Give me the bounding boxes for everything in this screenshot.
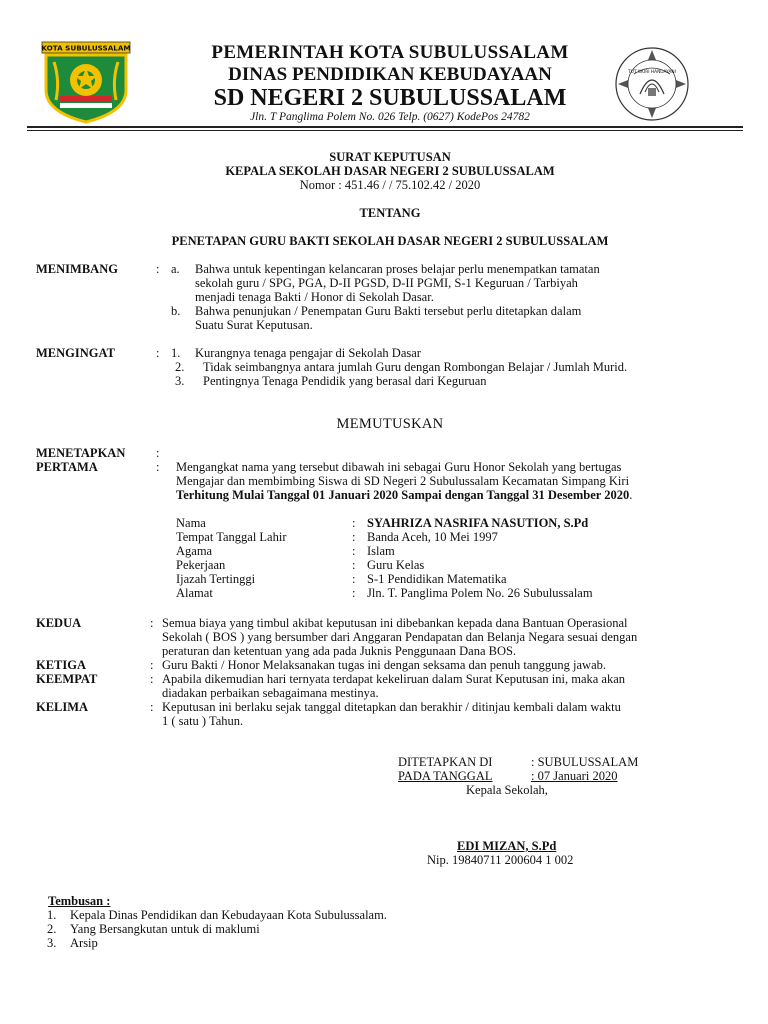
keempat-line: diadakan perbaikan sebagaimana mestinya.	[162, 686, 379, 700]
pertama-period-text: Terhitung Mulai Tanggal 01 Januari 2020 Sampai dengan Tanggal 31 Desember 2020	[176, 488, 630, 502]
identity-value: Banda Aceh, 10 Mei 1997	[367, 530, 498, 544]
memutuskan-heading: MEMUTUSKAN	[336, 416, 444, 432]
identity-value: Islam	[367, 544, 395, 558]
header-government-line: PEMERINTAH KOTA SUBULUSSALAM	[211, 42, 569, 63]
header-agency-line: DINAS PENDIDIKAN KEBUDAYAAN	[228, 64, 552, 85]
header-address: Jln. T Panglima Polem No. 026 Telp. (0627) KodePos 24782	[250, 111, 530, 123]
kelima-line: Keputusan ini berlaku sejak tanggal ditetapkan dan berakhir / ditinjau kembali dalam waktu	[162, 700, 621, 714]
signature-place-label: DITETAPKAN DI	[398, 755, 493, 769]
mengingat-item-text: Kurangnya tenaga pengajar di Sekolah Dasar	[195, 346, 421, 360]
menimbang-a-line: sekolah guru / SPG, PGA, D-II PGSD, D-II PGMI, S-1 Keguruan / Tarbiyah	[195, 276, 578, 290]
tembusan-item: Arsip	[70, 936, 98, 950]
identity-value: Guru Kelas	[367, 558, 425, 572]
pertama-period-line	[176, 488, 632, 503]
identity-separator: :	[352, 530, 356, 544]
mengingat-item-number: 2.	[175, 360, 185, 374]
kedua-line: Semua biaya yang timbul akibat keputusan ini dibebankan kepada dana Bantuan Operasional	[162, 616, 628, 630]
tembusan-item: Yang Bersangkutan untuk di maklumi	[70, 922, 260, 936]
pertama-line: Mengangkat nama yang tersebut dibawah ini sebagai Guru Honor Sekolah yang bertugas	[176, 460, 622, 474]
identity-name-value: SYAHRIZA NASRIFA NASUTION, S.Pd	[367, 516, 589, 530]
kelima-colon: :	[150, 700, 154, 714]
identity-separator: :	[352, 572, 356, 586]
kelima-line: 1 ( satu ) Tahun.	[162, 714, 244, 728]
tembusan-number: 1.	[47, 908, 57, 922]
menimbang-a-line: Bahwa untuk kepentingan kelancaran proses belajar perlu menempatkan tamatan	[195, 262, 600, 276]
menimbang-a-marker: a.	[171, 262, 180, 276]
identity-label: Agama	[176, 544, 213, 558]
tembusan-item: Kepala Dinas Pendidikan dan Kebudayaan Kota Subulussalam.	[70, 908, 387, 922]
decree-issuer: KEPALA SEKOLAH DASAR NEGERI 2 SUBULUSSALAM	[225, 164, 555, 178]
mengingat-item-number: 3.	[175, 374, 185, 388]
menimbang-b-marker: b.	[171, 304, 181, 318]
kelima-label: KELIMA	[36, 700, 89, 714]
header-school-name: SD NEGERI 2 SUBULUSSALAM	[213, 85, 567, 111]
kedua-label: KEDUA	[36, 616, 82, 630]
identity-separator: :	[352, 516, 356, 530]
identity-value: S-1 Pendidikan Matematika	[367, 572, 507, 586]
about-heading: TENTANG	[359, 206, 421, 220]
kedua-line: peraturan dan ketentuan yang ada pada Juknis Penggunaan Dana BOS.	[162, 644, 517, 658]
mengingat-item-number: 1.	[171, 346, 181, 360]
keempat-colon: :	[150, 672, 154, 686]
identity-separator: :	[352, 558, 356, 572]
signature-date-value: : 07 Januari 2020	[531, 769, 618, 783]
identity-separator: :	[352, 544, 356, 558]
pertama-label: PERTAMA	[36, 460, 98, 474]
signatory-nip: Nip. 19840711 200604 1 002	[427, 853, 574, 867]
signature-place-value: : SUBULUSSALAM	[531, 755, 639, 769]
identity-label: Alamat	[176, 586, 213, 600]
tembusan-title: Tembusan :	[48, 894, 111, 908]
mengingat-item-text: Pentingnya Tenaga Pendidik yang berasal dari Keguruan	[203, 374, 487, 388]
identity-label: Ijazah Tertinggi	[176, 572, 256, 586]
signatory-name: EDI MIZAN, S.Pd	[457, 839, 557, 853]
mengingat-colon: :	[156, 346, 160, 360]
menimbang-a-line: menjadi tenaga Bakti / Honor di Sekolah Dasar.	[195, 290, 434, 304]
identity-separator: :	[352, 586, 356, 600]
decree-title: SURAT KEPUTUSAN	[329, 150, 451, 164]
signature-date-label: PADA TANGGAL	[398, 769, 493, 783]
pertama-period-end: .	[629, 488, 633, 502]
tembusan-number: 2.	[47, 922, 57, 936]
menimbang-colon: :	[156, 262, 160, 276]
kedua-colon: :	[150, 616, 154, 630]
tembusan-number: 3.	[47, 936, 57, 950]
city-logo	[38, 40, 134, 124]
kedua-line: Sekolah ( BOS ) yang bersumber dari Anggaran Pendapatan dan Belanja Negara sesuai dengan	[162, 630, 638, 644]
decree-subject: PENETAPAN GURU BAKTI SEKOLAH DASAR NEGERI 2 SUBULUSSALAM	[171, 234, 609, 248]
svg-text:KOTA SUBULUSSALAM: KOTA SUBULUSSALAM	[41, 43, 131, 53]
menimbang-label: MENIMBANG	[36, 262, 118, 276]
menetapkan-colon: :	[156, 446, 160, 460]
ketiga-label: KETIGA	[36, 658, 87, 672]
identity-label: Nama	[176, 516, 206, 530]
mengingat-item-text: Tidak seimbangnya antara jumlah Guru dengan Rombongan Belajar / Jumlah Murid.	[203, 360, 628, 374]
signature-role: Kepala Sekolah,	[466, 783, 548, 797]
identity-value: Jln. T. Panglima Polem No. 26 Subulussalam	[367, 586, 593, 600]
identity-label: Tempat Tanggal Lahir	[176, 530, 287, 544]
ketiga-text: Guru Bakti / Honor Melaksanakan tugas ini dengan seksama dan penuh tanggung jawab.	[162, 658, 606, 672]
keempat-line: Apabila dikemudian hari ternyata terdapat kekeliruan dalam Surat Keputusan ini, maka akan	[162, 672, 626, 686]
header-divider-thick	[27, 126, 743, 128]
menimbang-b-line: Bahwa penunjukan / Penempatan Guru Bakti tersebut perlu ditetapkan dalam	[195, 304, 582, 318]
mengingat-label: MENGINGAT	[36, 346, 115, 360]
menetapkan-label: MENETAPKAN	[36, 446, 126, 460]
identity-label: Pekerjaan	[176, 558, 226, 572]
decree-number: Nomor : 451.46 / / 75.102.42 / 2020	[299, 178, 481, 192]
pertama-line: Mengajar dan membimbing Siswa di SD Negeri 2 Subulussalam Kecamatan Simpang Kiri	[176, 474, 630, 488]
pertama-colon: :	[156, 460, 160, 474]
logo-motto-text: TUT WURI HANDAYANI	[628, 70, 676, 75]
header-divider-thin	[27, 130, 743, 131]
keempat-label: KEEMPAT	[36, 672, 98, 686]
menimbang-b-line: Suatu Surat Keputusan.	[195, 318, 313, 332]
ketiga-colon: :	[150, 658, 154, 672]
